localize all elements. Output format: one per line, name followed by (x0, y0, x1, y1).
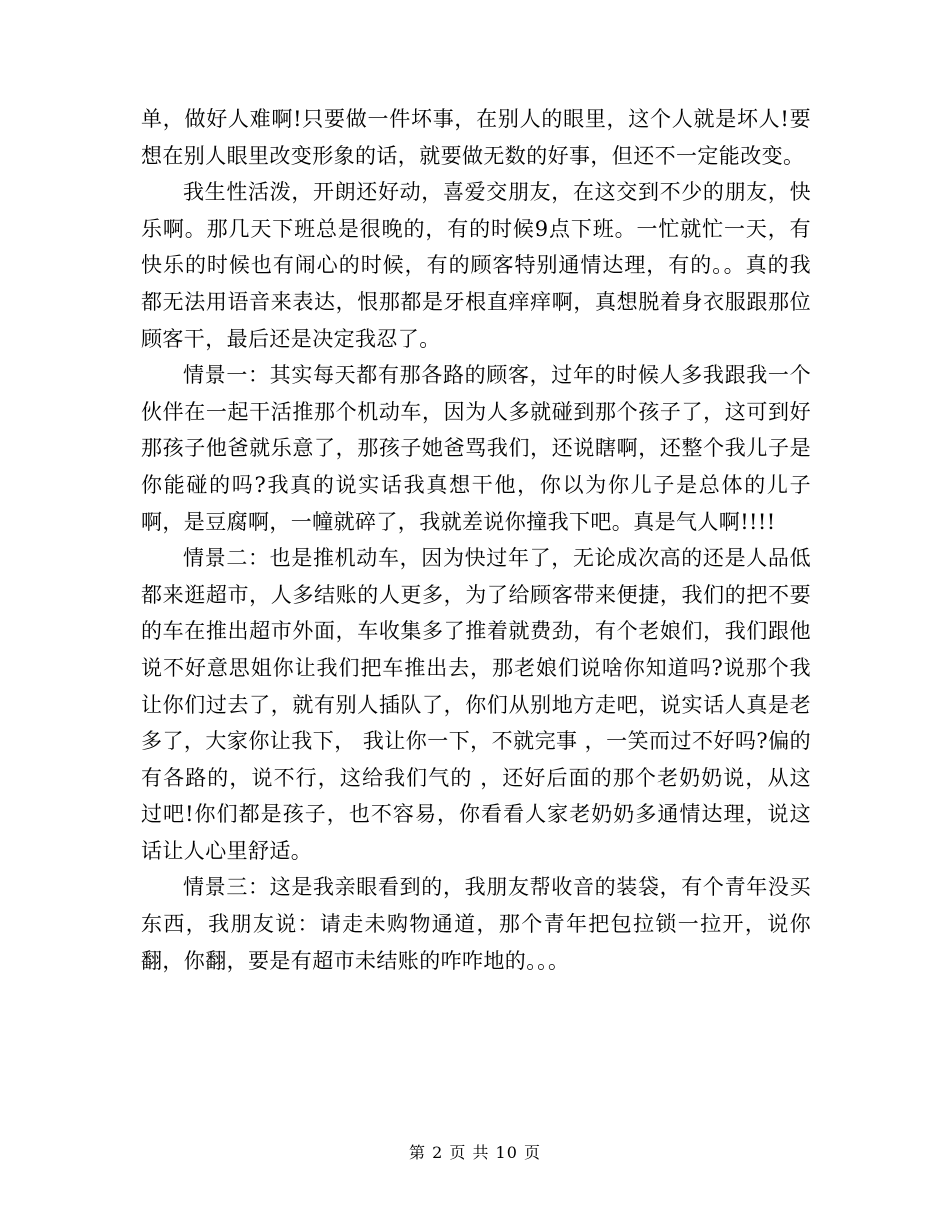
paragraph-scene-two: 情景二：也是推机动车，因为快过年了，无论成次高的还是人品低都来逛超市，人多结账的人更多，为了给顾客带来便捷，我们的把不要的车在推出超市外面，车收集多了推着就费劲，有个老娘们，我们跟他说不好意思姐你让我们把车推出去，那老娘们说啥你知道吗?说那个我让你们过去了，就有别人插队了，你们从别地方走吧，说实话人真是老多了，大家你让我下， 我让你一下，不就完事 ，一笑而过不好吗?偏的有各路的，说不行，这给我们气的 ，还好后面的那个老奶奶说，从这过吧!你们都是孩子，也不容易，你看看人家老奶奶多通情达理，说这话让人心里舒适。 (141, 546, 811, 863)
body-text (141, 101, 811, 979)
paragraph-continuation: 单，做好人难啊!只要做一件坏事，在别人的眼里，这个人就是坏人!要想在别人眼里改变形象的话，就要做无数的好事，但还不一定能改变。 (141, 107, 811, 168)
paragraph-scene-three: 情景三：这是我亲眼看到的，我朋友帮收音的装袋，有个青年没买东西，我朋友说：请走未购物通道，那个青年把包拉锁一拉开，说你翻，你翻，要是有超市未结账的咋咋地的。。。 (141, 875, 811, 973)
paragraph-scene-one: 情景一：其实每天都有那各路的顾客，过年的时候人多我跟我一个伙伴在一起干活推那个机动车，因为人多就碰到那个孩子了，这可到好那孩子他爸就乐意了，那孩子她爸骂我们，还说瞎啊，还整个我儿子是你能碰的吗?我真的说实话我真想干他，你以为你儿子是总体的儿子啊，是豆腐啊，一幢就碎了，我就差说你撞我下吧。真是气人啊!!!! (141, 363, 811, 534)
page-number-footer: 第 2 页 共 10 页 (409, 1143, 541, 1162)
paragraph-personality: 我生性活泼，开朗还好动，喜爱交朋友，在这交到不少的朋友，快乐啊。那几天下班总是很晚的，有的时候9点下班。一忙就忙一天，有快乐的时候也有闹心的时候，有的顾客特别通情达理，有的。。真的我都无法用语音来表达，恨那都是牙根直痒痒啊，真想脱着身衣服跟那位顾客干，最后还是决定我忍了。 (141, 180, 811, 351)
